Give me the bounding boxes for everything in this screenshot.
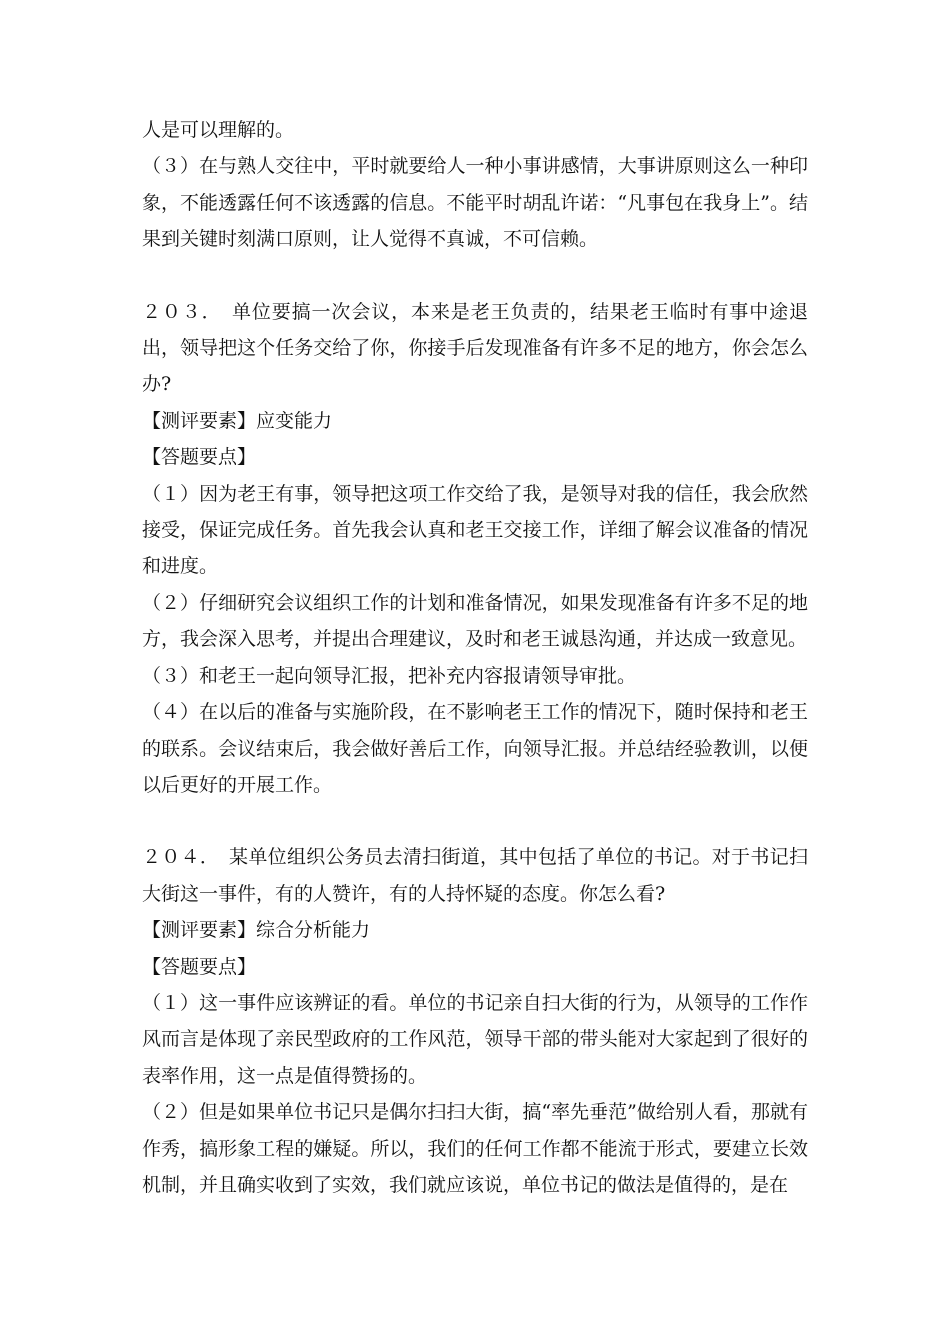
paragraph: （２）但是如果单位书记只是偶尔扫扫大街，搞“率先垂范”做给别人看，那就有作秀，搞形象工程的嫌疑。所以，我们的任何工作都不能流于形式，要建立长效机制，并且确实收到了实效，我们就应该说，单位书记的做法是值得的，是在 (142, 1101, 808, 1196)
paragraph: （１）因为老王有事，领导把这项工作交给了我，是领导对我的信任，我会欣然接受，保证完成任务。首先我会认真和老王交接工作，详细了解会议准备的情况和进度。 (142, 482, 808, 578)
paragraph: （４）在以后的准备与实施阶段，在不影响老王工作的情况下，随时保持和老王的联系。会议结束后，我会做好善后工作，向领导汇报。并总结经验教训，以便以后更好的开展工作。 (142, 701, 808, 796)
paragraph: 【答题要点】 (142, 446, 257, 469)
paragraph: （１）这一事件应该辨证的看。单位的书记亲自扫大街的行为，从领导的工作作风而言是体现了亲民型政府的工作风范，领导干部的带头能对大家起到了很好的表率作用，这一点是值得赞扬的。 (142, 991, 808, 1087)
paragraph: 【测评要素】应变能力 (142, 409, 333, 432)
paragraph: （３）在与熟人交往中，平时就要给人一种小事讲感情，大事讲原则这么一种印象，不能透露任何不该透露的信息。不能平时胡乱许诺：“凡事包在我身上”。结果到关键时刻满口原则，让人觉得不真诚，不可信赖。 (142, 155, 808, 251)
paragraph-gap (142, 803, 808, 839)
paragraph: （２）仔细研究会议组织工作的计划和准备情况，如果发现准备有许多不足的地方，我会深入思考，并提出合理建议，及时和老王诚恳沟通，并达成一致意见。 (142, 591, 808, 651)
paragraph: ２０３． 单位要搞一次会议，本来是老王负责的，结果老王临时有事中途退出，领导把这个任务交给了你，你接手后发现准备有许多不足的地方，你会怎么办? (142, 300, 808, 396)
paragraph: 【测评要素】综合分析能力 (142, 919, 371, 942)
paragraph: 人是可以理解的。 (142, 119, 295, 141)
paragraph: （３）和老王一起向领导汇报，把补充内容报请领导审批。 (142, 664, 637, 687)
paragraph-gap (142, 258, 808, 294)
paragraph: 【答题要点】 (142, 955, 257, 978)
document-body (142, 112, 808, 1203)
paragraph: ２０４． 某单位组织公务员去清扫街道，其中包括了单位的书记。对于书记扫大街这一事件，有的人赞许，有的人持怀疑的态度。你怎么看? (142, 846, 808, 905)
